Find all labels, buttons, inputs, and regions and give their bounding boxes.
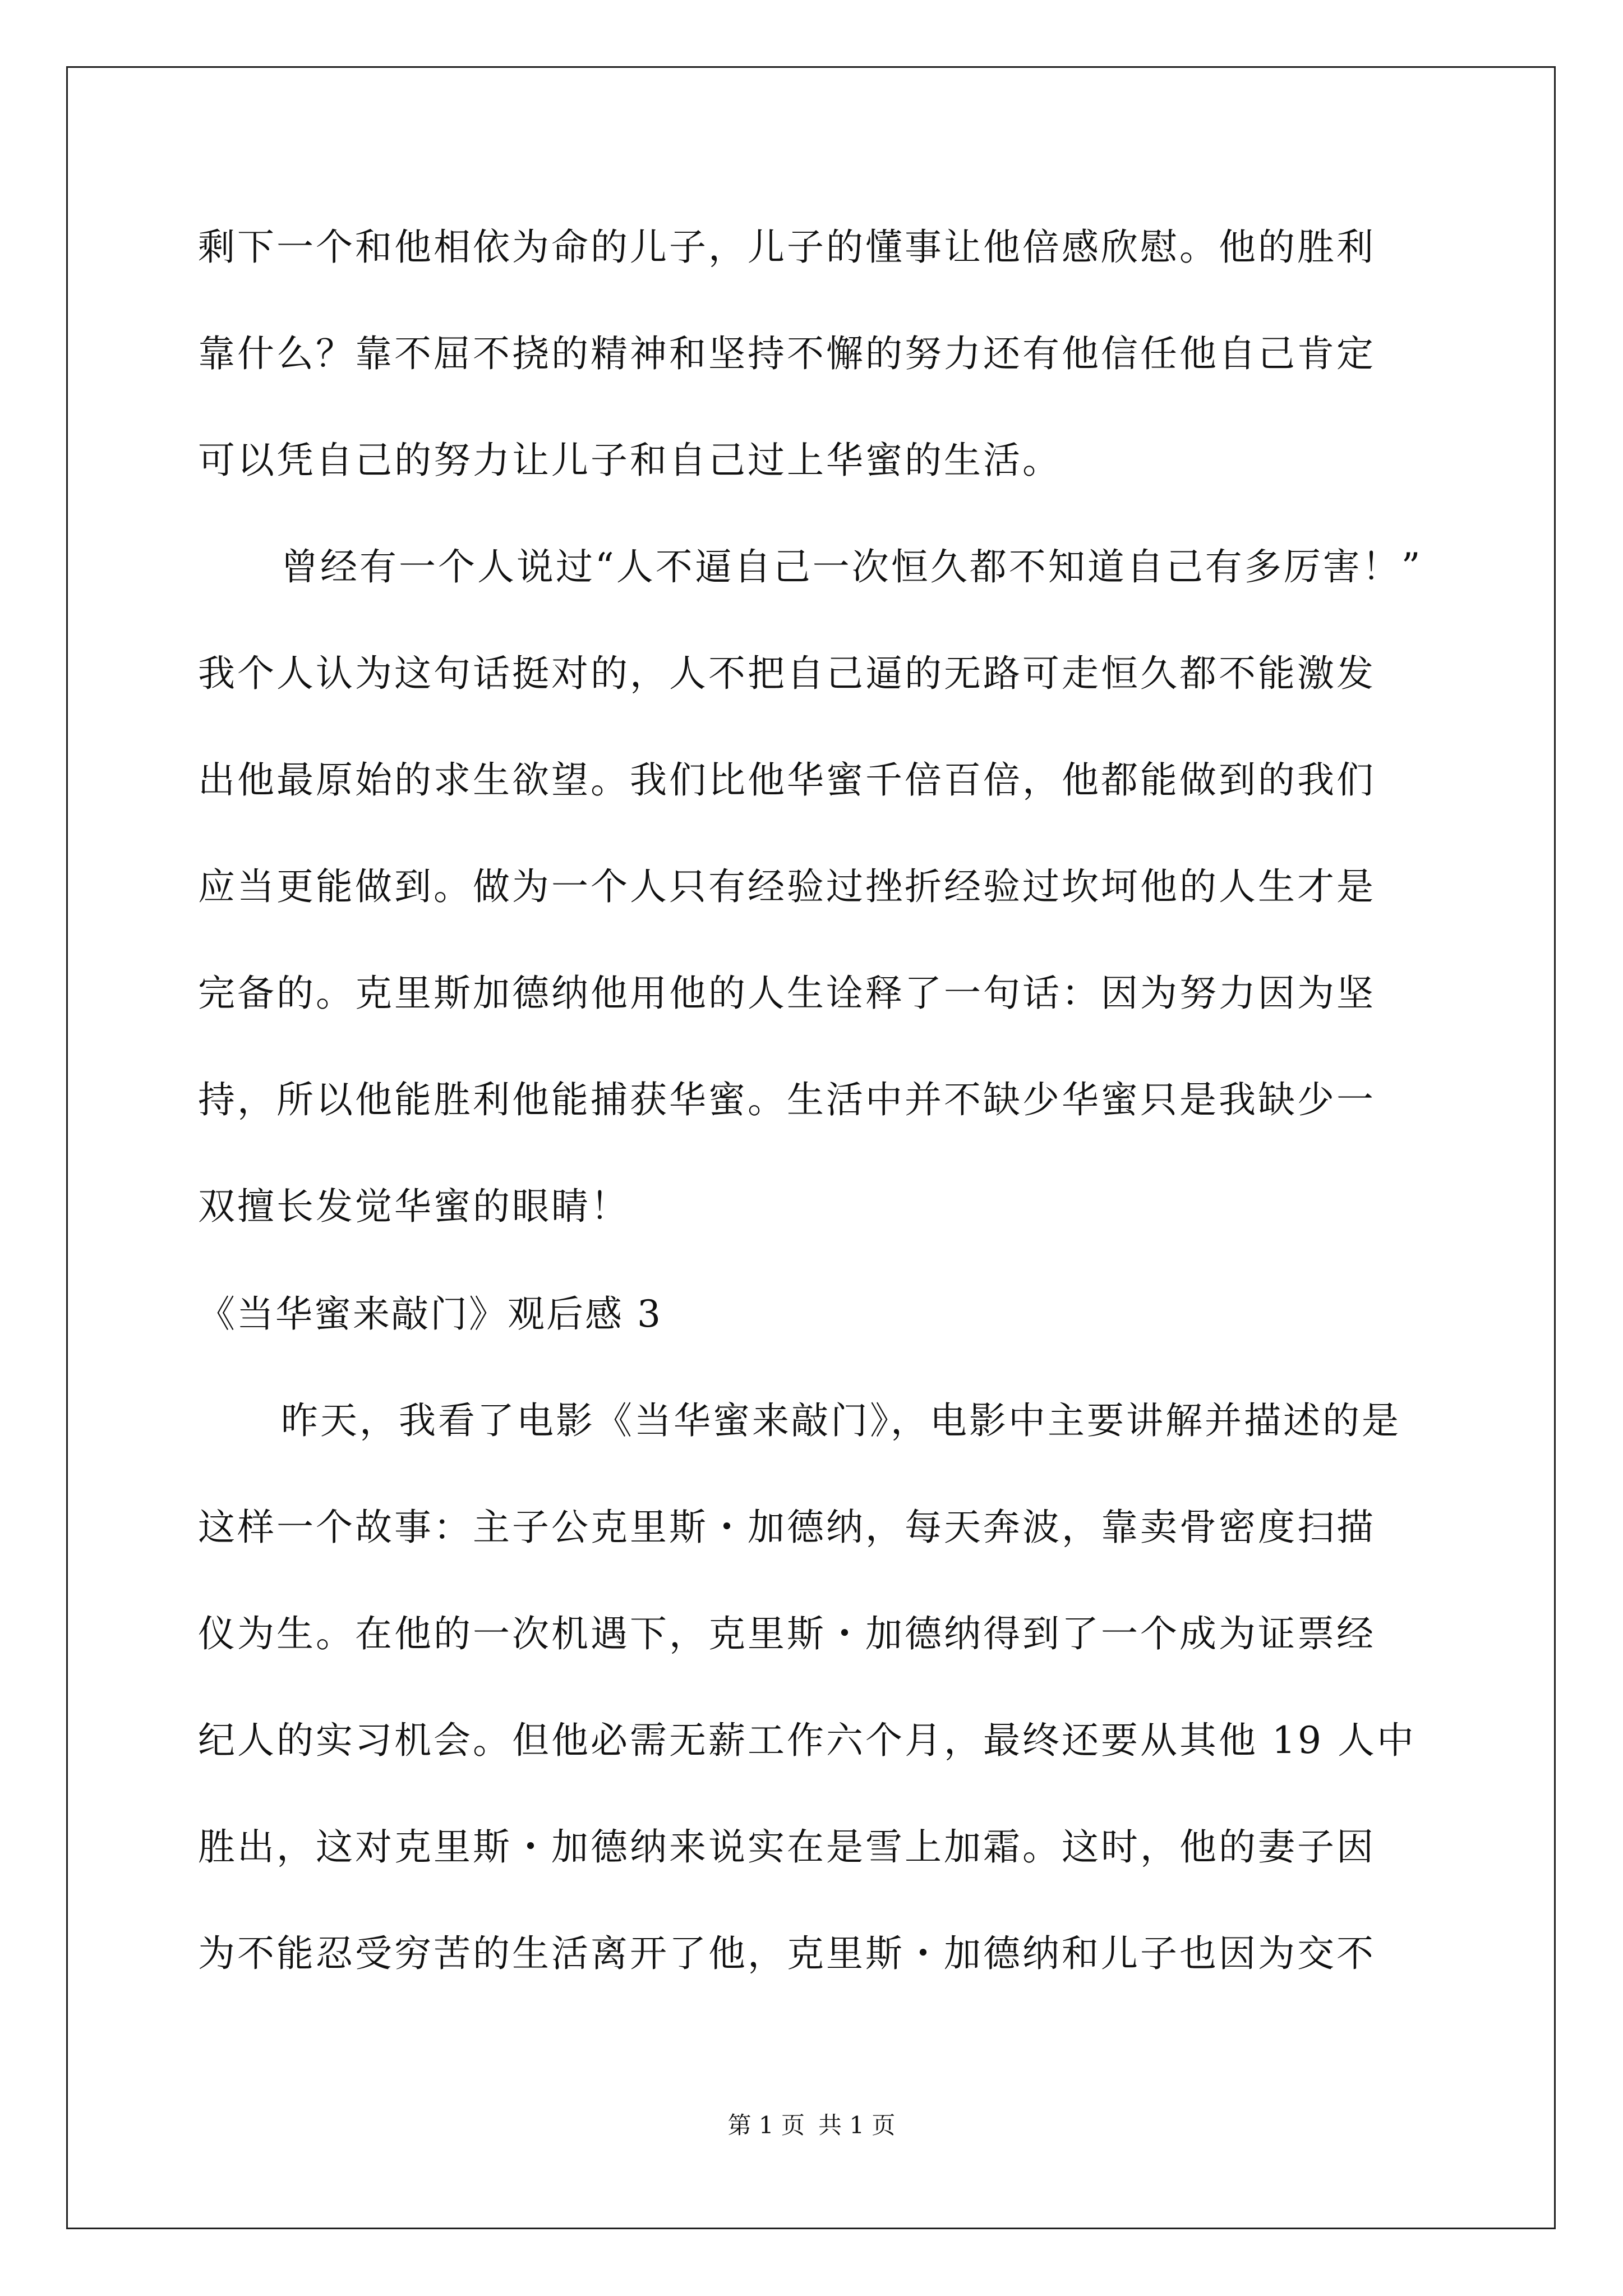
text-line: 纪人的实习机会。但他必需无薪工作六个月，最终还要从其他 19 人中 [198,1719,1416,1762]
page-footer [0,2111,1623,2139]
text-line: 双擅长发觉华蜜的眼睛！ [198,1185,630,1228]
section-heading: 《当华蜜来敲门》观后感 3 [198,1292,662,1336]
text-line: 剩下一个和他相依为命的儿子，儿子的懂事让他倍感欣慰。他的胜利 [198,226,1376,269]
text-line: 完备的。克里斯加德纳他用他的人生诠释了一句话：因为努力因为坚 [198,972,1376,1015]
text-line: 曾经有一个人说过“人不逼自己一次恒久都不知道自己有多厉害！” [281,545,1423,588]
text-line: 为不能忍受穷苦的生活离开了他，克里斯・加德纳和儿子也因为交不 [198,1932,1376,1975]
text-line: 仪为生。在他的一次机遇下，克里斯・加德纳得到了一个成为证票经 [198,1612,1376,1655]
text-line: 我个人认为这句话挺对的，人不把自己逼的无路可走恒久都不能激发 [198,652,1376,695]
text-line: 这样一个故事：主子公克里斯・加德纳，每天奔波，靠卖骨密度扫描 [198,1506,1376,1549]
text-line: 胜出，这对克里斯・加德纳来说实在是雪上加霜。这时，他的妻子因 [198,1825,1376,1869]
page-number: 第 1 页 [727,2111,805,2139]
page-border [66,66,1556,2229]
text-line: 昨天，我看了电影《当华蜜来敲门》，电影中主要讲解并描述的是 [281,1399,1401,1442]
text-line: 出他最原始的求生欲望。我们比他华蜜千倍百倍，他都能做到的我们 [198,758,1376,802]
text-line: 应当更能做到。做为一个人只有经验过挫折经验过坎坷他的人生才是 [198,865,1376,908]
text-line: 持，所以他能胜利他能捕获华蜜。生活中并不缺少华蜜只是我缺少一 [198,1078,1376,1121]
text-line: 可以凭自己的努力让儿子和自己过上华蜜的生活。 [198,439,1062,482]
page-total: 共 1 页 [818,2111,896,2139]
text-line: 靠什么？靠不屈不挠的精神和坚持不懈的努力还有他信任他自己肯定 [198,332,1376,375]
